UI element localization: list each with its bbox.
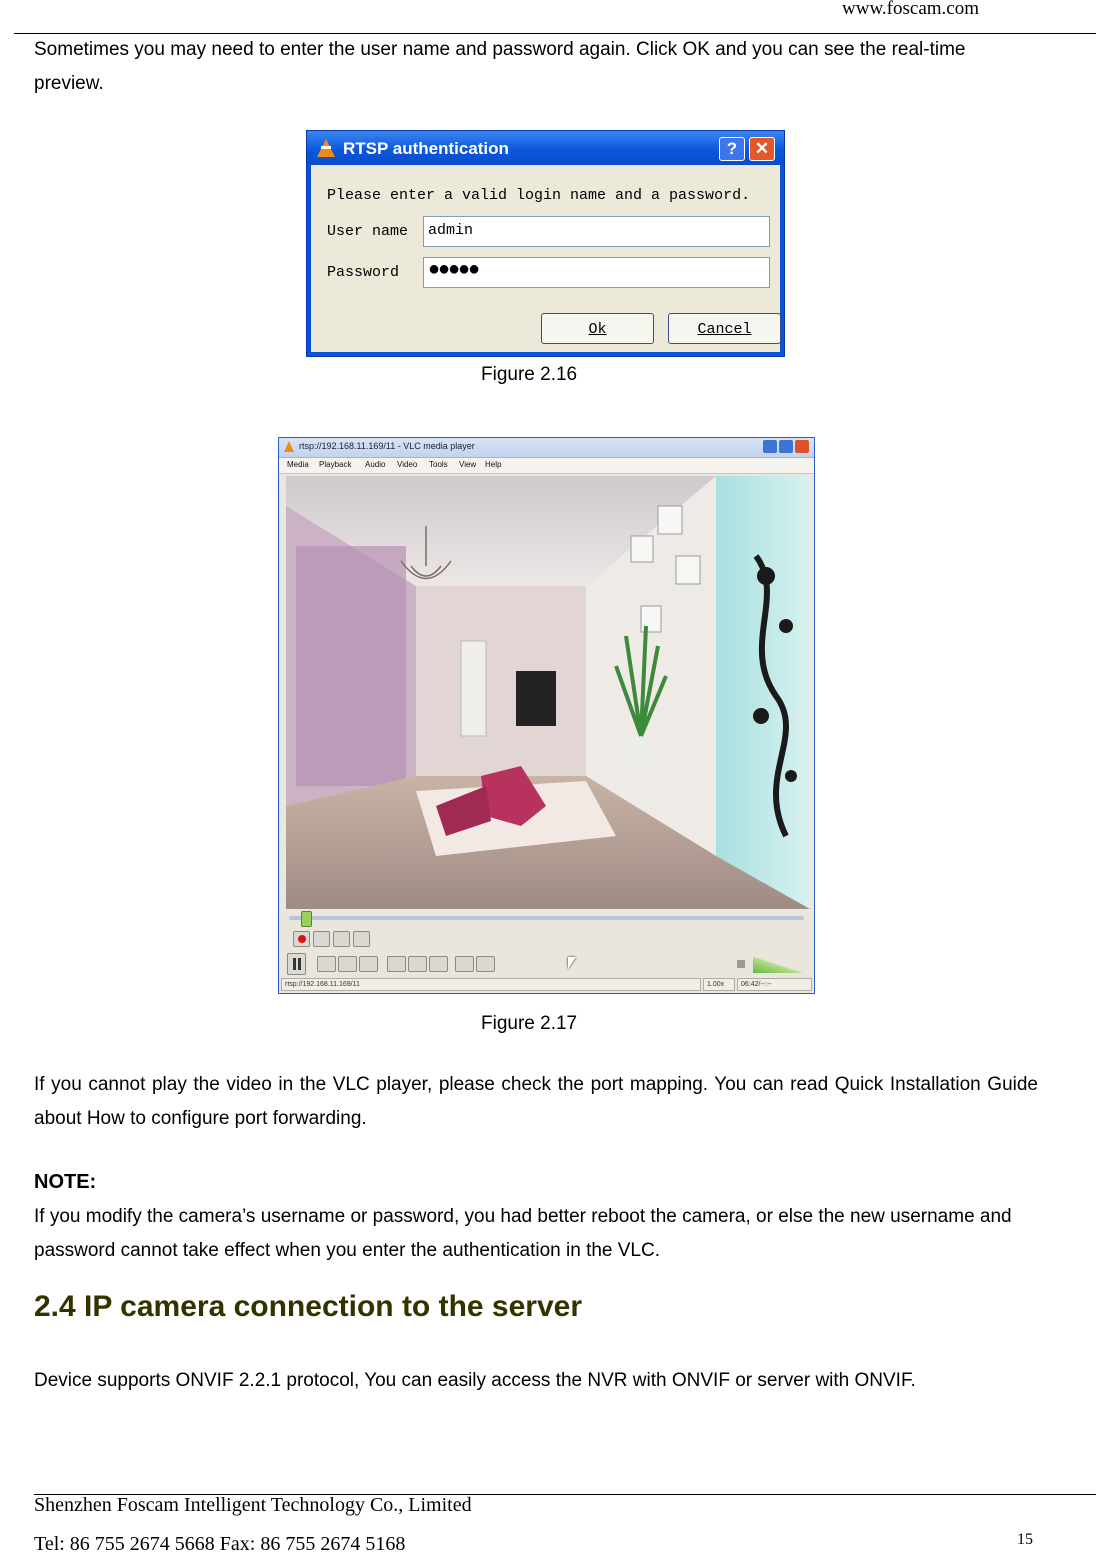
menu-media[interactable]: Media <box>287 460 309 469</box>
header-website: www.foscam.com <box>842 0 980 19</box>
vlc-title-bar[interactable] <box>279 438 814 458</box>
record-icon <box>298 935 306 943</box>
volume-slider[interactable] <box>753 955 808 973</box>
cancel-button[interactable] <box>668 313 781 344</box>
pause-button[interactable] <box>287 953 306 975</box>
mouse-cursor-icon <box>568 957 576 969</box>
stop-button[interactable] <box>338 956 357 972</box>
fullscreen-button[interactable] <box>387 956 406 972</box>
footer-contact: Tel: 86 755 2674 5668 Fax: 86 755 2674 5168 <box>34 1533 406 1555</box>
rtsp-auth-dialog <box>306 130 785 357</box>
next-button[interactable] <box>359 956 378 972</box>
intro-paragraph: Sometimes you may need to enter the user name and password again. Click OK and you can see the real-time preview. <box>34 39 966 94</box>
menu-view[interactable]: View <box>459 460 477 469</box>
frame-step-button[interactable] <box>353 931 370 947</box>
video-preview <box>286 476 810 909</box>
menu-playback[interactable]: Playback <box>319 460 352 469</box>
vlc-cone-icon <box>317 139 335 157</box>
ok-label: Ok <box>588 321 607 338</box>
menu-tools[interactable]: Tools <box>429 460 448 469</box>
shuffle-button[interactable] <box>476 956 495 972</box>
figure-caption-217: Figure 2.17 <box>481 1013 578 1034</box>
footer-company: Shenzhen Foscam Intelligent Technology Co., Limited <box>34 1494 472 1516</box>
status-time: 06:42/--:-- <box>737 978 812 991</box>
password-label: Password <box>327 264 400 281</box>
dialog-body <box>311 165 780 352</box>
note-paragraph: If you modify the camera’s username or password, you had better reboot the camera, or else the new username and password cannot take effect when you enter the authentication in the VLC. <box>34 1206 1012 1261</box>
seek-handle[interactable] <box>301 911 312 927</box>
snapshot-button[interactable] <box>313 931 330 947</box>
dialog-title: RTSP authentication <box>343 139 509 158</box>
minimize-icon[interactable] <box>763 440 777 453</box>
troubleshoot-paragraph: If you cannot play the video in the VLC player, please check the port mapping. You can read Quick Installation Guide about How to configure port forwarding. <box>34 1074 1038 1129</box>
note-heading: NOTE: <box>34 1171 97 1193</box>
menu-video[interactable]: Video <box>397 460 418 469</box>
section-heading: 2.4 IP camera connection to the server <box>34 1290 583 1323</box>
dialog-title-bar[interactable] <box>307 131 784 165</box>
volume-icon[interactable] <box>737 960 745 968</box>
vlc-window <box>278 437 815 994</box>
vlc-title: rtsp://192.168.11.169/11 - VLC media player <box>299 441 475 451</box>
extended-settings-button[interactable] <box>408 956 427 972</box>
status-url: rtsp://192.168.11.169/11 <box>281 978 701 991</box>
playlist-button[interactable] <box>429 956 448 972</box>
maximize-icon[interactable] <box>779 440 793 453</box>
menu-help[interactable]: Help <box>485 460 502 469</box>
username-field[interactable] <box>423 216 770 247</box>
loop-ab-button[interactable] <box>333 931 350 947</box>
ok-button[interactable] <box>541 313 654 344</box>
figure-caption-216: Figure 2.16 <box>481 364 578 385</box>
menu-audio[interactable]: Audio <box>365 460 386 469</box>
seek-bar[interactable] <box>289 916 804 920</box>
previous-button[interactable] <box>317 956 336 972</box>
vlc-cone-icon <box>284 441 294 452</box>
section-paragraph: Device supports ONVIF 2.2.1 protocol, You can easily access the NVR with ONVIF or server with ONVIF. <box>34 1370 916 1391</box>
vlc-menu-bar <box>279 458 814 474</box>
username-label: User name <box>327 223 409 240</box>
password-value: ●●●●● <box>428 259 479 282</box>
close-icon[interactable] <box>795 440 809 453</box>
pause-icon <box>293 958 296 970</box>
loop-button[interactable] <box>455 956 474 972</box>
page-number: 15 <box>1017 1531 1033 1548</box>
help-button[interactable]: ? <box>719 137 745 161</box>
password-field[interactable] <box>423 257 770 288</box>
status-speed: 1.00x <box>703 978 735 991</box>
record-button[interactable] <box>293 931 310 947</box>
username-value: admin <box>428 222 474 239</box>
close-button[interactable]: ✕ <box>749 137 775 161</box>
dialog-prompt: Please enter a valid login name and a password. <box>327 187 751 204</box>
cancel-label: Cancel <box>697 321 752 338</box>
